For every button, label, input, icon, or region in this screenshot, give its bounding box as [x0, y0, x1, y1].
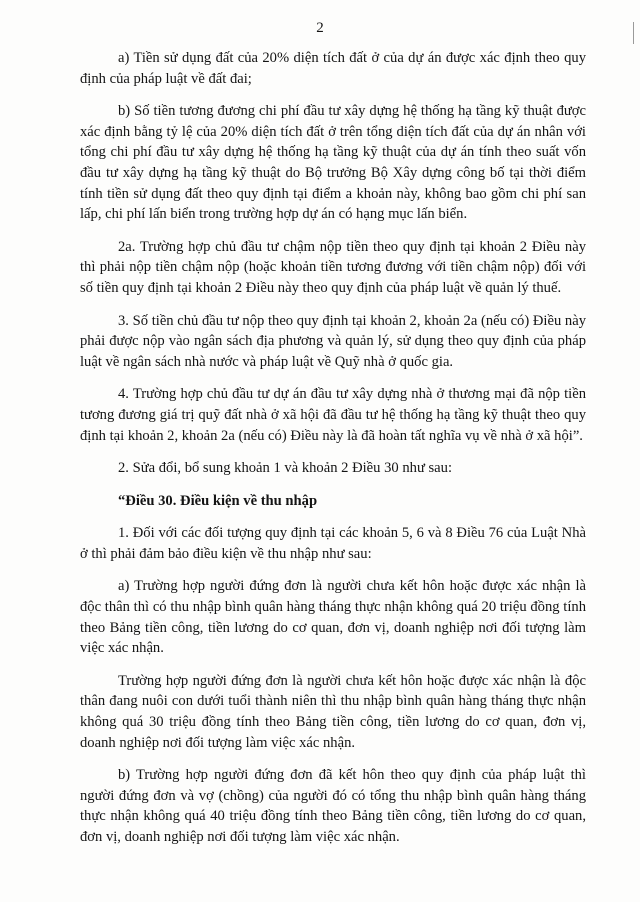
paragraph-3b: b) Số tiền tương đương chi phí đầu tư xây dựng hệ thống hạ tầng kỹ thuật được xác định bằng tỷ lệ của 20% diện tích đất ở trên tổng diện tích đất của dự án nhân với tổng chi phí đầu tư xây dựng hệ thống hạ tầng kỹ thuật của dự án tính theo suất vốn đầu tư xây dựng hạ tầng kỹ thuật do Bộ trưởng Bộ Xây dựng công bố tại thời điểm tính tiền sử dụng đất theo quy định tại điểm a khoản này, không bao gồm chi phí san lấp, chi phí lấn biển trong trường hợp dự án có hạng mục lấn biển. — [80, 103, 586, 223]
article-30-clause-1: 1. Đối với các đối tượng quy định tại các khoản 5, 6 và 8 Điều 76 của Luật Nhà ở thì phải đảm bảo điều kiện về thu nhập như sau: — [80, 525, 586, 562]
paragraph-3a: a) Tiền sử dụng đất của 20% diện tích đất ở của dự án được xác định theo quy định của pháp luật về đất đai; — [80, 50, 586, 87]
paragraph-4: 4. Trường hợp chủ đầu tư dự án đầu tư xây dựng nhà ở thương mại đã nộp tiền tương đương giá trị quỹ đất nhà ở xã hội đã đầu tư hệ thống hạ tầng kỹ thuật theo quy định tại khoản 2, khoản 2a (nếu có) Điều này là đã hoàn tất nghĩa vụ về nhà ở xã hội”. — [80, 386, 586, 444]
amendment-item-2: 2. Sửa đổi, bổ sung khoản 1 và khoản 2 Điều 30 như sau: — [118, 460, 453, 477]
article-30-point-b: b) Trường hợp người đứng đơn đã kết hôn theo quy định của pháp luật thì người đứng đơn và vợ (chồng) của người đó có tổng thu nhập bình quân hàng tháng thực nhận không quá 40 triệu đồng tính theo Bảng tiền công, tiền lương do cơ quan, đơn vị, doanh nghiệp nơi đối tượng làm việc xác nhận. — [80, 767, 586, 845]
article-30-point-a-case-2: Trường hợp người đứng đơn là người chưa kết hôn hoặc được xác nhận là độc thân đang nuôi con dưới tuổi thành niên thì thu nhập bình quân hàng tháng thực nhận không quá 30 triệu đồng tính theo Bảng tiền công, tiền lương do cơ quan, đơn vị, doanh nghiệp nơi đối tượng làm việc xác nhận. — [80, 672, 586, 751]
article-30-point-a: a) Trường hợp người đứng đơn là người chưa kết hôn hoặc được xác nhận là độc thân thì có thu nhập bình quân hàng tháng thực nhận không quá 20 triệu đồng tính theo Bảng tiền công, tiền lương do cơ quan, đơn vị, doanh nghiệp nơi đối tượng làm việc xác nhận. — [80, 578, 586, 657]
article-30-heading: “Điều 30. Điều kiện về thu nhập — [118, 492, 318, 509]
paragraph-2a: 2a. Trường hợp chủ đầu tư chậm nộp tiền theo quy định tại khoản 2 Điều này thì phải nộp tiền chậm nộp (hoặc khoản tiền tương đương với tiền chậm nộp) đối với số tiền quy định tại khoản 2 Điều này theo quy định của pháp luật về quản lý thuế. — [80, 238, 586, 296]
document-body — [80, 48, 586, 860]
page-number: 2 — [316, 20, 324, 36]
paragraph-3: 3. Số tiền chủ đầu tư nộp theo quy định tại khoản 2, khoản 2a (nếu có) Điều này phải được nộp vào ngân sách địa phương và quản lý, sử dụng theo quy định của pháp luật về ngân sách nhà nước và pháp luật về Quỹ nhà ở quốc gia. — [80, 312, 586, 370]
